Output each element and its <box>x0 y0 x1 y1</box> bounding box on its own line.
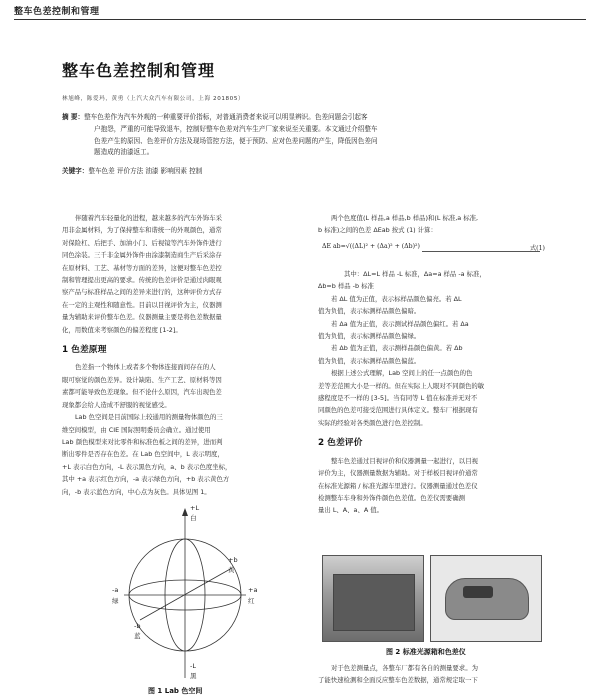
figure-1-caption: 图 1 Lab 色空间 <box>148 687 203 695</box>
body-line: 感程度是不一样的 [3-5]。当有同等 L 值在标准并无对不 <box>318 394 478 403</box>
body-line: 了能快速检测和全面反应整车色差数据，通常规定取一下 <box>318 676 478 685</box>
label-yellow: 黄 <box>228 566 235 574</box>
article-title: 整车色差控制和管理 <box>62 61 216 80</box>
body-line: 实际的经验对各类颜色进行色差控制。 <box>318 418 427 427</box>
abstract <box>62 112 550 159</box>
label-minus-b: -b <box>134 622 141 630</box>
section-heading-2: 2 色差评价 <box>318 438 363 449</box>
body-line: 量出 L、A、a、A 值。 <box>318 506 384 515</box>
intro-line: 用非金属材料，为了保持整车和谐统一的外观颜色，通常 <box>62 226 222 235</box>
colorimeter-body <box>445 578 529 620</box>
right-column-body <box>318 268 556 517</box>
formula-rule <box>422 251 540 252</box>
intro-line: 同色涂装。三千非金属外饰件由涂漆制造商生产后采涂存 <box>62 251 222 260</box>
body-line: 断出零件是否存在色差。在 Lab 色空间中，L 表示明度， <box>62 450 224 459</box>
abstract-line: 色差产生的原因、色差评价方法及现场管控方法，便于预防、应对色差问题的产生，降低因色差问 <box>94 136 378 145</box>
body-line: 维空间模型，由 CIE 国际照明委员会确立。通过使用 <box>62 425 211 434</box>
body-line: 值为负值，表示标测样品颜色偏蓝。 <box>318 356 421 365</box>
figure-2-caption: 图 2 标准光源箱和色差仪 <box>386 648 466 656</box>
keywords-label: 关键字： <box>62 167 89 175</box>
body-line: 向，-b 表示蓝色方向，中心点为灰色。具体见图 1。 <box>62 487 211 496</box>
body-line: 检测整车车身和外饰件颜色色差值。色差仪需要确测 <box>318 493 465 502</box>
body-line: 在标准光源箱 / 标准光源车里进行。仪器测量通过色差仪 <box>318 481 478 490</box>
label-plus-l: +L <box>190 504 200 512</box>
label-green: 绿 <box>112 597 119 605</box>
intro-line: 制和管理提出更高的要求。传统的色差评价是通过肉眼观 <box>62 276 222 285</box>
body-line: 素都可能导致色差现象。但不论什么原因，汽车出现色差 <box>62 388 222 397</box>
colorimeter-photo <box>430 555 542 642</box>
body-line: 现象都会给人造成不舒服的视觉感受。 <box>62 400 171 409</box>
body-line: 其中 +a 表示红色方向，-a 表示绿色方向，+b 表示黄色方 <box>62 475 230 484</box>
intro-line: 伴随着汽车轻量化的进程，越来越多的汽车外饰车采 <box>75 214 222 222</box>
body-line: 色差指一个物体上或者多个物体连接面间存在的人 <box>75 363 216 372</box>
label-plus-b: +b <box>228 556 238 564</box>
right-column <box>318 212 556 237</box>
lab-sphere-figure <box>110 490 260 685</box>
section-heading-1: 1 色差原理 <box>62 345 107 356</box>
label-blue: 蓝 <box>134 632 141 640</box>
label-red: 红 <box>248 597 255 605</box>
right-column-tail <box>318 662 556 687</box>
keywords-text: 整车色差 评价方法 油漆 影响因素 控制 <box>88 167 203 175</box>
intro-line: 在原材料、工艺、基材等方面的差异，这便对整车色差控 <box>62 263 222 272</box>
body-line: 两个色度值(L 样品,a 样品,b 样品)和(L 标准,a 标准, <box>331 214 479 222</box>
body-line: 若 Δa 值为正值，表示测试样品颜色偏红。若 Δa <box>331 319 469 328</box>
abstract-line: 户抱怨，严重的可能导致退车，控制好整车色差对汽车生产厂家来说至关重要。本文通过介绍整车 <box>94 124 378 133</box>
abstract-line: 整车色差作为汽车外观的一种重要评价指标，对普通消费者来说可以明显辨识。色差问题会引起客 <box>84 113 368 121</box>
header-rule <box>14 19 586 20</box>
running-header-title: 整车色差控制和管理 <box>14 7 100 17</box>
article-authors: 林旭峰，陈爱玛，黄勇（上汽大众汽车有限公司，上海 201805） <box>62 96 245 102</box>
body-line: b 标准)之间的色差 ΔEab 按式 (1) 计算： <box>318 226 437 235</box>
light-booth-interior <box>333 574 415 631</box>
body-line: 差等差范围大小是一样的。但在实际上人眼对不同颜色的敏 <box>318 381 485 390</box>
body-line: 根据上述公式理解，Lab 空间上的任一点颜色的色 <box>331 369 473 378</box>
left-column <box>62 212 300 498</box>
body-line: 评价为主，仪器测量数据为辅助。对于样板目视评价通常 <box>318 469 478 478</box>
body-line: 同颜色的色差可接受范围进行具体定义。整车厂根据现有 <box>318 406 478 415</box>
formula-number: 式(1) <box>530 245 545 252</box>
body-line: 值为负值，表示标测样品颜色偏绿。 <box>318 332 421 341</box>
body-line: 其中：ΔL=L 样品 -L 标准，Δa=a 样品 -a 标准， <box>344 270 486 278</box>
label-minus-l: -L <box>190 662 196 670</box>
body-line: 若 ΔL 值为正值，表示标样品颜色偏亮。若 ΔL <box>331 294 462 303</box>
abstract-label: 摘 要： <box>62 113 85 121</box>
color-difference-formula: ΔE ab=√((ΔL)² + (Δa)² + (Δb)²) <box>322 243 420 250</box>
colorimeter-display <box>463 586 493 598</box>
body-line: 值为负值，表示标测样品颜色偏暗。 <box>318 307 421 316</box>
l-axis-arrow <box>182 508 188 516</box>
intro-line: 在一定的主观性和随意性。目前以目视评价为主，仪器测 <box>62 300 222 309</box>
intro-line: 对保险杠、后把手、加油小门、后视镜等汽车外饰件进行 <box>62 238 222 247</box>
body-line: Lab 颜色模型来对比零件和标准色板之间的差异，进而判 <box>62 437 223 446</box>
body-line: 眼可察觉的颜色差异。设计缺陷、生产工艺、原材料等因 <box>62 375 222 384</box>
body-line: 若 Δb 值为正值，表示测样品颜色偏黄。若 Δb <box>331 344 463 353</box>
body-line: 整车色差通过目视评价和仪器测量一起进行，以目视 <box>331 456 478 465</box>
label-plus-a: +a <box>248 586 258 594</box>
intro-line: 察产品与标准样品之间的差异来进行的，这种评价方式存 <box>62 288 222 297</box>
body-line: Lab 色空间是目前国际上较通用的测量物体颜色的三 <box>75 413 223 422</box>
body-line: +L 表示白色方向，-L 表示黑色方向，a、b 表示色度坐标， <box>62 462 232 471</box>
light-booth-photo <box>322 555 424 642</box>
intro-line: 化，用数值来考察颜色的偏差程度 [1-2]。 <box>62 325 182 334</box>
intro-line: 量为辅助来评价整车色差。仪器测量主要是将色差数据量 <box>62 313 222 322</box>
abstract-line: 题造成的油漆返工。 <box>94 148 154 157</box>
label-minus-a: -a <box>112 586 119 594</box>
body-line: Δb=b 样品 -b 标准 <box>318 282 374 291</box>
label-white: 白 <box>190 514 197 522</box>
body-line: 对于色差测量点，各整车厂都有各自的测量要求。为 <box>331 664 478 672</box>
label-black: 黑 <box>190 672 197 680</box>
keywords <box>62 165 202 175</box>
b-axis <box>140 568 232 620</box>
